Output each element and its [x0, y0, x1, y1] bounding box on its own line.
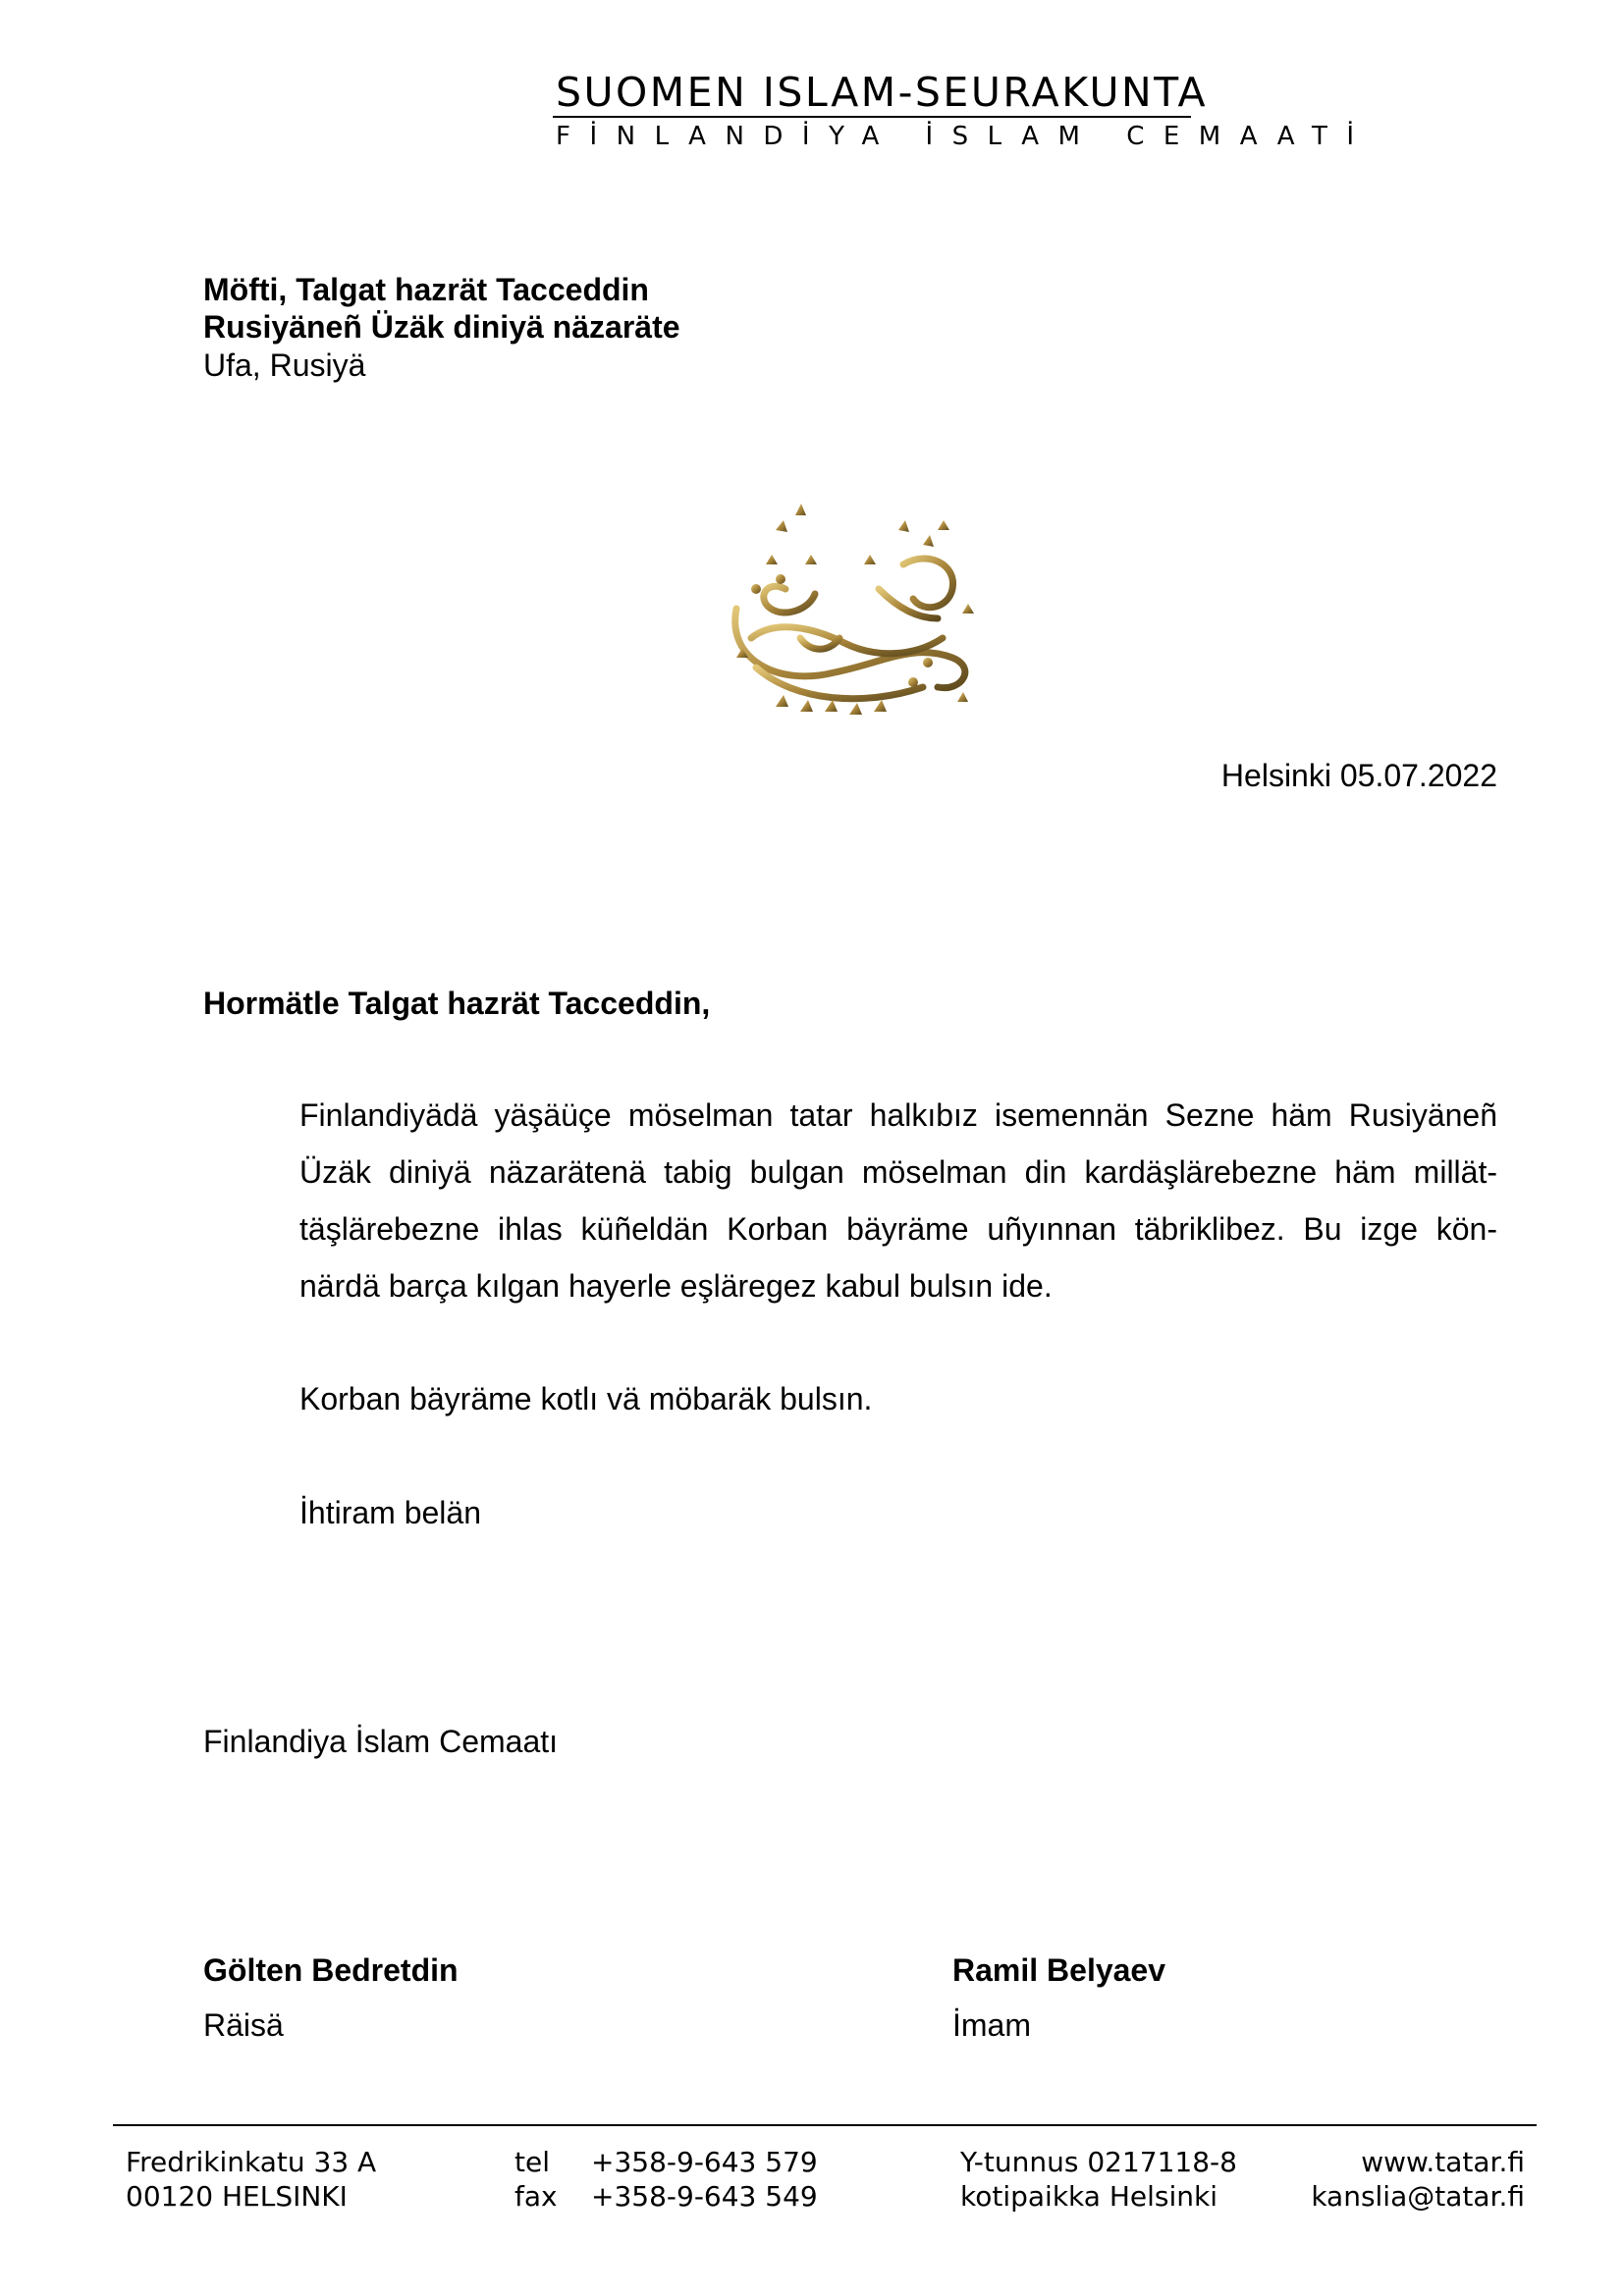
- eid-mubarak-calligraphy-icon: [717, 471, 992, 731]
- footer-registration: [960, 2145, 1237, 2214]
- business-id: Y-tunnus 0217118-8: [960, 2146, 1237, 2178]
- website-link[interactable]: www.tatar.fi: [1361, 2146, 1525, 2178]
- letterhead-subtitle: FİNLANDİYA İSLAM CEMAATİ: [556, 122, 1374, 151]
- body-line: Finlandiyädä yäşäüçe möselman tatar halkıbız isemennän Sezne häm Rusiyäneñ: [299, 1097, 1497, 1133]
- body-paragraph-1: [299, 1087, 1497, 1314]
- fax-label: fax: [514, 2180, 558, 2213]
- body-paragraph-2: Korban bäyräme kotlı vä möbaräk bulsın.: [299, 1381, 873, 1416]
- organization-name: Finlandiya İslam Cemaatı: [203, 1724, 559, 1759]
- signatory-name: Ramil Belyaev: [952, 1952, 1166, 1988]
- recipient-name: Möfti, Talgat hazrät Tacceddin: [203, 272, 649, 307]
- letter-date: Helsinki 05.07.2022: [1220, 758, 1497, 793]
- footer-divider: [113, 2124, 1537, 2126]
- fax-value: +358-9-643 549: [591, 2180, 818, 2213]
- signatory-role: Räisä: [203, 2007, 284, 2043]
- salutation: Hormätle Talgat hazrät Tacceddin,: [203, 986, 711, 1021]
- signatory-role: İmam: [952, 2007, 1031, 2043]
- tel-value: +358-9-643 579: [591, 2146, 818, 2178]
- recipient-location: Ufa, Rusiyä: [203, 347, 366, 383]
- footer-phone-labels: [514, 2145, 558, 2214]
- signatory-name: Gölten Bedretdin: [203, 1952, 459, 1988]
- email-link[interactable]: kanslia@tatar.fi: [1311, 2180, 1525, 2213]
- recipient-organization: Rusiyäneñ Üzäk diniyä näzaräte: [203, 309, 680, 345]
- body-line: närdä barça kılgan hayerle eşläregez kabul bulsın ide.: [299, 1268, 1053, 1304]
- body-line: täşlärebezne ihlas küñeldän Korban bäyräme uñyınnan täbriklibez. Bu izge kön-: [299, 1211, 1497, 1247]
- body-line: Üzäk diniyä näzarätenä tabig bulgan möselman din kardäşlärebezne häm millät-: [299, 1154, 1497, 1190]
- closing: İhtiram belän: [299, 1495, 481, 1530]
- domicile: kotipaikka Helsinki: [960, 2180, 1217, 2213]
- footer-address: [126, 2145, 376, 2214]
- footer-contact: [1311, 2145, 1525, 2214]
- footer-street: Fredrikinkatu 33 A: [126, 2146, 377, 2178]
- footer-phone-values: [591, 2145, 818, 2214]
- letterhead-divider: [553, 116, 1191, 118]
- footer-city: 00120 HELSINKI: [126, 2180, 348, 2213]
- letterhead-title: SUOMEN ISLAM-SEURAKUNTA: [556, 69, 1209, 116]
- tel-label: tel: [514, 2146, 550, 2178]
